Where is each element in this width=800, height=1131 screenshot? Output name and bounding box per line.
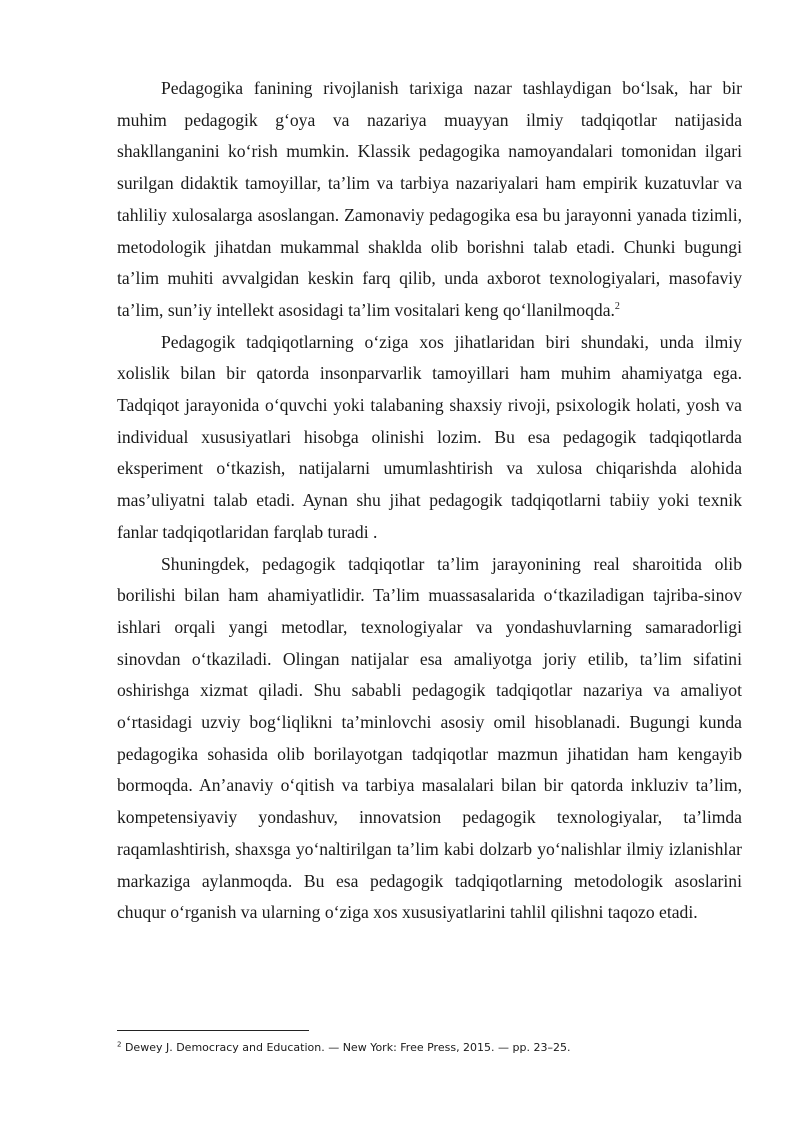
footnote-text: Dewey J. Democracy and Education. — New York: Free Press, 2015. — pp. 23–25.	[121, 1041, 571, 1054]
paragraph-1	[117, 73, 742, 327]
body-text	[117, 73, 742, 929]
footnote-mark: 2	[117, 1040, 122, 1049]
paragraph-3	[117, 549, 742, 929]
paragraph-2-text: Pedagogik tadqiqotlarning oʻziga xos jihatlaridan biri shundaki, unda ilmiy xolislik bilan bir qatorda insonparvarlik tamoyillari ham muhim ahamiyatga ega. Tadqiqot jarayonida oʻquvchi yoki talabaning shaxsiy rivoji, psixologik holati, yosh va individual xususiyatlari hisobga olinishi lozim. Bu esa pedagogik tadqiqotlarda eksperiment oʻtkazish, natijalarni umumlashtirish va xulosa chiqarishda alohida mas’uliyatni talab etadi. Aynan shu jihat pedagogik tadqiqotlarni tabiiy yoki texnik fanlar tadqiqotlaridan farqlab turadi .	[117, 331, 742, 542]
footnote-separator	[117, 1030, 309, 1031]
paragraph-3-text: Shuningdek, pedagogik tadqiqotlar ta’lim jarayonining real sharoitida olib borilishi bilan ham ahamiyatlidir. Ta’lim muassasalarida oʻtkaziladigan tajriba-sinov ishlari orqali yangi metodlar, texnologiyalar va yondashuvlarning samaradorligi sinovdan oʻtkaziladi. Olingan natijalar esa amaliyotga joriy etilib, ta’lim sifatini oshirishga xizmat qiladi. Shu sababli pedagogik tadqiqotlar nazariya va amaliyot oʻrtasidagi uzviy bogʻliqlikni ta’minlovchi asosiy omil hisoblanadi. Bugungi kunda pedagogika sohasida olib borilayotgan tadqiqotlar mazmun jihatidan ham kengayib bormoqda. An’anaviy oʻqitish va tarbiya masalalari bilan bir qatorda inkluziv ta’lim, kompetensiyaviy yondashuv, innovatsion pedagogik texnologiyalar, ta’limda raqamlashtirish, shaxsga yoʻnaltirilgan ta’lim kabi dolzarb yoʻnalishlar ilmiy izlanishlar markaziga aylanmoqda. Bu esa pedagogik tadqiqotlarning metodologik asoslarini chuqur oʻrganish va ularning oʻziga xos xususiyatlarini tahlil qilishni taqozo etadi.	[117, 553, 742, 923]
paragraph-1-text: Pedagogika fanining rivojlanish tarixiga nazar tashlaydigan boʻlsak, har bir muhim pedagogik gʻoya va nazariya muayyan ilmiy tadqiqotlar natijasida shakllanganini koʻrish mumkin. Klassik pedagogika namoyandalari tomonidan ilgari surilgan didaktik tamoyillar, ta’lim va tarbiya nazariyalari ham empirik kuzatuvlar va tahliliy xulosalarga asoslangan. Zamonaviy pedagogika esa bu jarayonni yanada tizimli, metodologik jihatdan mukammal shaklda olib borishni talab etadi. Chunki bugungi ta’lim muhiti avvalgidan keskin farq qilib, unda axborot texnologiyalari, masofaviy ta’lim, sun’iy intellekt asosidagi ta’lim vositalari keng qoʻllanilmoqda.	[117, 78, 742, 320]
paragraph-2	[117, 327, 742, 549]
footnote	[117, 1041, 742, 1055]
footnote-reference[interactable]: 2	[614, 301, 620, 313]
